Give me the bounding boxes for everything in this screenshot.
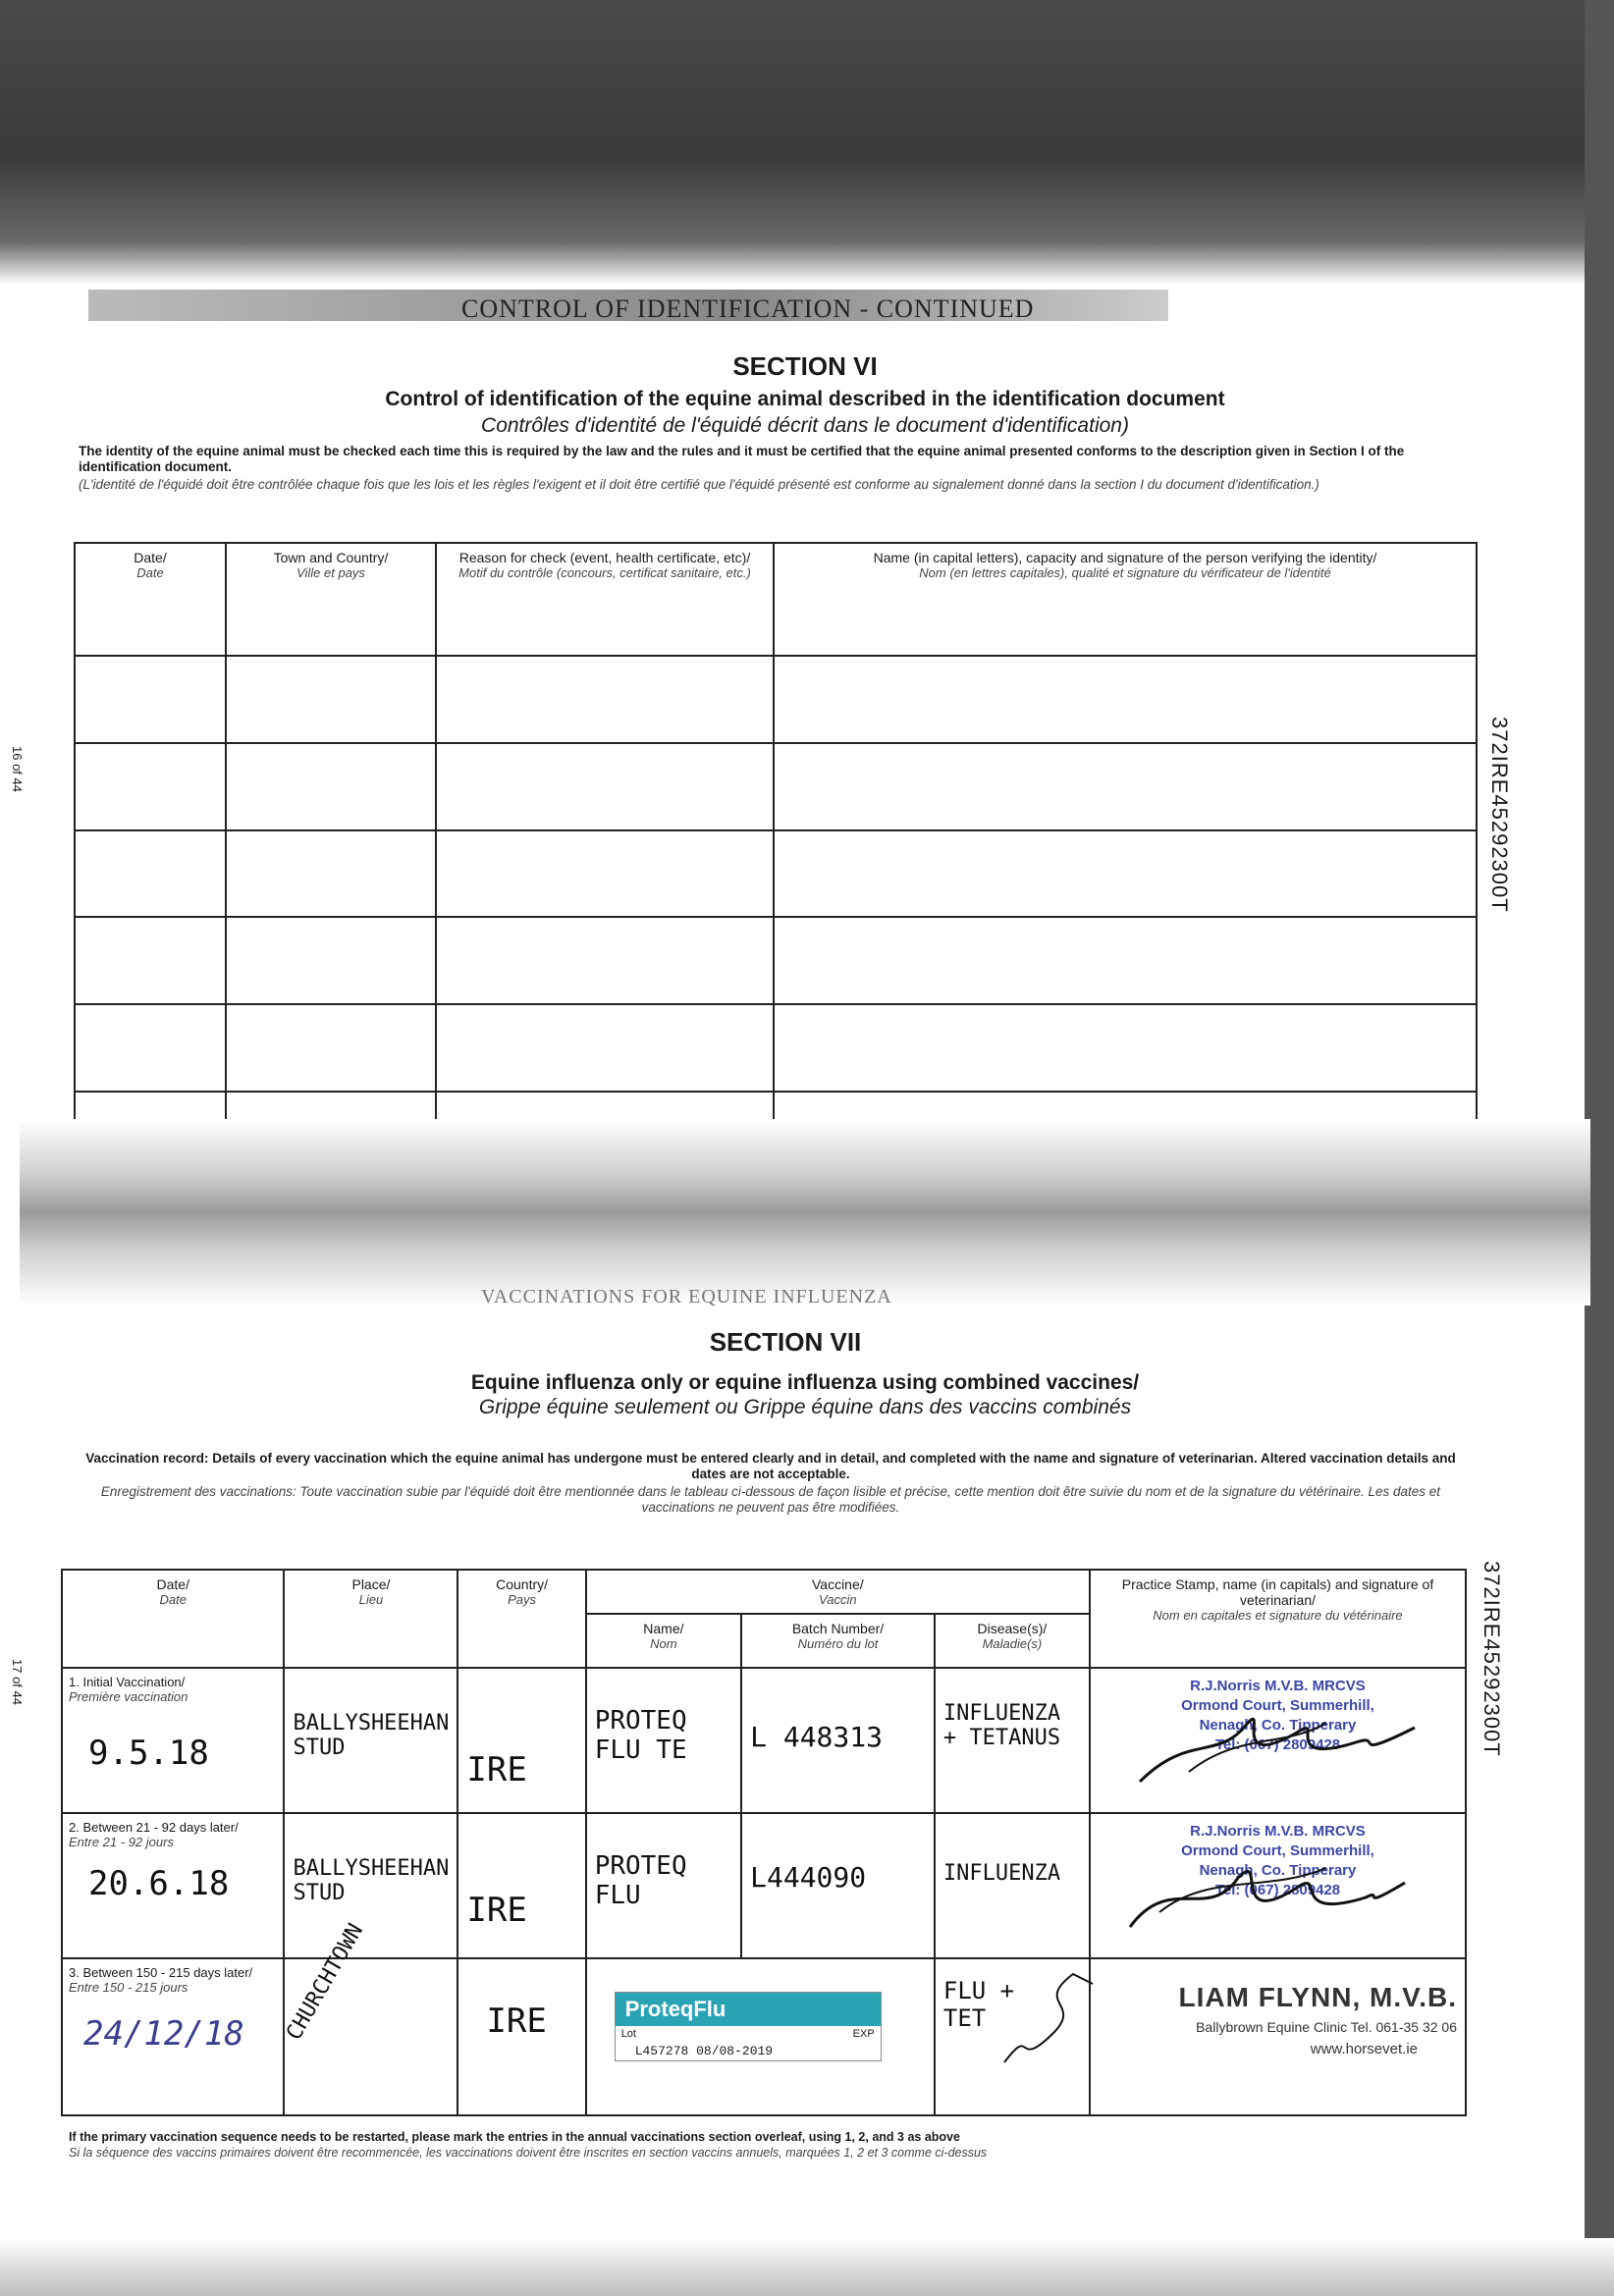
row-date-cell (62, 1958, 284, 2115)
vaccination-note: Vaccination record: Details of every vaccination which the equine animal has undergone must be entered clearly and in detail, and completed with the name and signature of veterinarian. Altered vaccination details and dates are not acceptable. (85, 1451, 1456, 1481)
page-number-2: 17 of 44 (10, 1659, 25, 1705)
vet-website: www.horsevet.ie (1310, 2041, 1418, 2057)
disease: FLU + TET (942, 1977, 1015, 2032)
vaccine-name: PROTEQ FLU (594, 1851, 687, 1910)
table-row (75, 1004, 1477, 1092)
batch-cell (741, 1668, 935, 1813)
vaccination-place: BALLYSHEEHAN STUD (293, 1711, 450, 1760)
table-row (75, 830, 1477, 918)
signature-scribble (1130, 1693, 1425, 1791)
band-title-2: VACCINATIONS FOR EQUINE INFLUENZA (481, 1286, 892, 1308)
vaccine-sticker-cell (586, 1958, 935, 2115)
stamp-cell (1090, 1958, 1466, 2115)
header-vaccine: Vaccine/ Vaccin (586, 1570, 1090, 1614)
vaccination-row-3 (62, 1958, 1466, 2115)
vaccination-note-fr: Enregistrement des vaccinations: Toute vaccination subie par l'équidé doit être mentionnée dans le tableau ci-dessous de façon lisible et précise, cette mention doit être suivie du nom et de la signature du vétérinaire. Les dates et vaccinations ne peuvent pas être modifiées. (100, 1484, 1441, 1515)
section-subtitle-2: Equine influenza only or equine influenza using combined vaccines/ (470, 1371, 1140, 1394)
vaccination-place: CHURCHTOWN (282, 1919, 369, 2045)
header-stamp: Practice Stamp, name (in capitals) and signature of veterinarian/ Nom en capitales et signature du vétérinaire (1090, 1570, 1466, 1668)
row-label: 2. Between 21 - 92 days later/ Entre 21 - 92 jours (69, 1820, 239, 1849)
row-label: 3. Between 150 - 215 days later/ Entre 150 - 215 jours (69, 1965, 253, 1995)
header-country: Country/ Pays (457, 1570, 585, 1668)
sticker-batch: L457278 08/08-2019 (634, 2044, 774, 2058)
table-row (75, 917, 1477, 1004)
scan-shadow-top (0, 0, 1614, 285)
vaccine-name-cell (586, 1813, 741, 1958)
vaccination-country: IRE (486, 2002, 547, 2041)
header-name: Name (in capital letters), capacity and signature of the person verifying the identity/ Nom (en lettres capitales), qualité et signature du vérificateur de l'identité (774, 543, 1477, 656)
practice-stamp: R.J.Norris M.V.B. MRCVS Ormond Court, Summerhill, Nenagh, Co. Tipperary Tel: (067) 2809428 (1181, 1823, 1374, 1898)
header-date: Date/ Date (75, 543, 226, 656)
place-cell (284, 1668, 457, 1813)
vaccine-name-cell (586, 1668, 741, 1813)
batch-number: L 448313 (750, 1721, 883, 1753)
vaccination-date: 24/12/18 (83, 2014, 244, 2054)
section-title: SECTION VI (732, 351, 878, 381)
vet-name: LIAM FLYNN, M.V.B. (1178, 1982, 1457, 2012)
batch-number: L444090 (750, 1861, 867, 1894)
country-cell (457, 1668, 585, 1813)
disease: INFLUENZA + TETANUS (942, 1701, 1061, 1750)
section-note: The identity of the equine animal must be checked each time this is required by the law and the rules and it must be certified that the equine animal presented conforms to the description given in Section I of the identification document. (79, 444, 1405, 474)
row-date-cell (62, 1813, 284, 1958)
vaccination-row-1 (62, 1668, 1466, 1813)
sticker-brand: ProteqFlu (616, 1993, 881, 2026)
vaccination-date: 9.5.18 (88, 1734, 209, 1773)
section-note-fr: (L'identité de l'équidé doit être contrôlée chaque fois que les lois et les règles l'exigent et il doit être certifié que l'équidé présenté est conforme au signalement donné dans la section I du document d'identification.) (79, 477, 1319, 492)
header-place: Place/ Lieu (284, 1570, 457, 1668)
disease-cell (935, 1668, 1090, 1813)
footer-note: If the primary vaccination sequence needs to be restarted, please mark the entries in the annual vaccinations section overleaf, using 1, 2, and 3 as above (69, 2130, 960, 2144)
vaccination-country: IRE (466, 1891, 527, 1930)
signature-scribble (995, 1964, 1103, 2082)
place-cell (282, 1919, 457, 2115)
scan-fold (20, 1119, 1590, 1306)
table-row (75, 743, 1477, 830)
vaccination-table (61, 1569, 1467, 2116)
header-reason: Reason for check (event, health certificate, etc)/ Motif du contrôle (concours, certificat sanitaire, etc.) (436, 543, 774, 656)
section-subtitle: Control of identification of the equine animal described in the identification document (385, 388, 1225, 410)
disease-cell (935, 1958, 1090, 2115)
header-date: Date/ Date (62, 1570, 284, 1668)
section-subtitle-fr: Contrôles d'identité de l'équidé décrit dans le document d'identification) (481, 414, 1129, 437)
side-id: 372IRE45292300T (1487, 717, 1512, 913)
row-date-cell (62, 1668, 284, 1813)
section-subtitle-fr-2: Grippe équine seulement ou Grippe équine dans des vaccins combinés (478, 1396, 1132, 1418)
vaccination-country: IRE (466, 1750, 527, 1789)
country-cell (457, 1958, 585, 2115)
vaccine-name: PROTEQ FLU TE (594, 1706, 687, 1765)
batch-cell (741, 1813, 935, 1958)
page-number: 16 of 44 (10, 746, 25, 792)
section-title-2: SECTION VII (709, 1327, 862, 1357)
band-title: CONTROL OF IDENTIFICATION - CONTINUED (461, 294, 1035, 323)
table-row (75, 656, 1477, 743)
header-vaccine-name: Name/ Nom (586, 1614, 741, 1668)
disease-cell (935, 1813, 1090, 1958)
signature-scribble (1120, 1843, 1415, 1942)
vaccination-place: BALLYSHEEHAN STUD (293, 1856, 450, 1905)
vaccine-sticker: ProteqFlu Lot EXP L457278 08/08-2019 (615, 1992, 882, 2061)
disease: INFLUENZA (942, 1861, 1061, 1886)
stamp-cell (1090, 1668, 1466, 1813)
header-town: Town and Country/ Ville et pays (226, 543, 436, 656)
identity-check-table (74, 542, 1478, 1180)
stamp-cell (1090, 1813, 1466, 1958)
side-id-2: 372IRE45292300T (1480, 1561, 1504, 1757)
footer-note-fr: Si la séquence des vaccins primaires doivent être recommencée, les vaccinations doivent être inscrites en section vaccins annuels, marquées 1, 2 et 3 comme ci-dessus (69, 2146, 988, 2160)
header-disease: Disease(s)/ Maladie(s) (935, 1614, 1090, 1668)
practice-stamp: R.J.Norris M.V.B. MRCVS Ormond Court, Summerhill, Nenagh, Co. Tipperary Tel: (067) 2809428 (1181, 1678, 1374, 1753)
vet-clinic: Ballybrown Equine Clinic Tel. 061-35 32 06 (1196, 2019, 1457, 2035)
row-label: 1. Initial Vaccination/ Première vaccination (69, 1675, 188, 1704)
vaccination-row-2 (62, 1813, 1466, 1958)
header-batch: Batch Number/ Numéro du lot (741, 1614, 935, 1668)
place-cell (284, 1813, 457, 1958)
country-cell (457, 1813, 585, 1958)
scan-shadow-bottom (0, 2238, 1614, 2296)
vaccination-date: 20.6.18 (88, 1864, 230, 1903)
